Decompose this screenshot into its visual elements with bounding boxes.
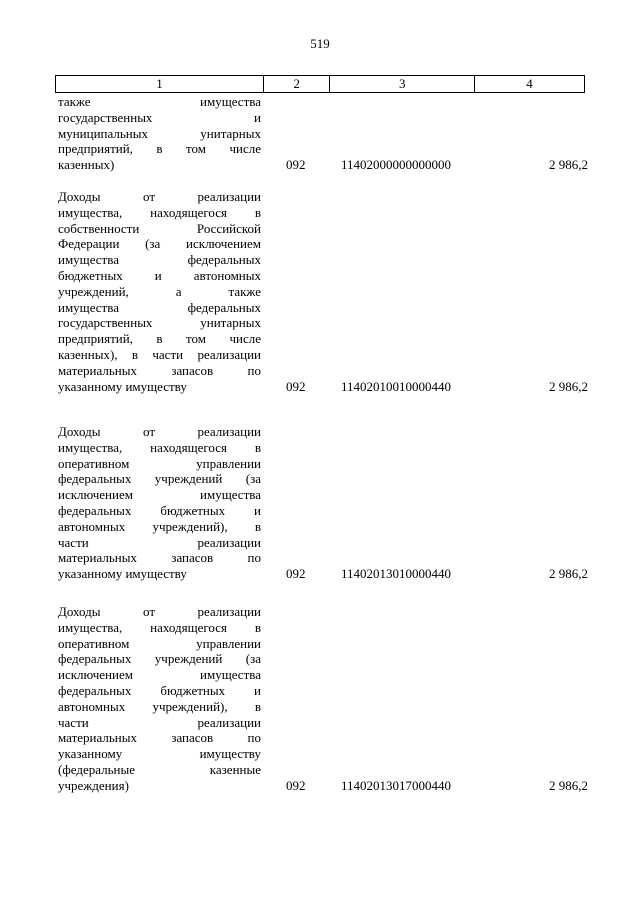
amount: 2 986,2 bbox=[549, 378, 588, 394]
description-line: указанному имуществу bbox=[58, 566, 187, 582]
row-description bbox=[58, 424, 261, 582]
description-line: оперативном управлении bbox=[58, 455, 261, 471]
description-line: указанному имуществу bbox=[58, 378, 187, 394]
budget-code: 11402013017000440 bbox=[341, 777, 452, 793]
admin-code: 092 bbox=[286, 777, 306, 793]
column-header-table bbox=[55, 75, 585, 93]
amount: 2 986,2 bbox=[549, 566, 588, 582]
description-line: учреждений, а также bbox=[58, 283, 261, 299]
budget-code: 11402010010000440 bbox=[341, 378, 452, 394]
description-line: Доходы от реализации bbox=[58, 189, 261, 204]
row-description bbox=[58, 604, 261, 794]
page-number: 519 bbox=[310, 36, 330, 51]
description-line: имущества федеральных bbox=[58, 252, 261, 268]
description-line: имущества федеральных bbox=[58, 299, 261, 315]
description-line: автономных учреждений), в bbox=[58, 518, 261, 534]
description-line: федеральных бюджетных и bbox=[58, 502, 261, 518]
budget-code: 11402013010000440 bbox=[341, 566, 452, 582]
description-line: материальных запасов по bbox=[58, 362, 261, 378]
admin-code: 092 bbox=[286, 566, 306, 582]
description-line: Доходы от реализации bbox=[58, 424, 261, 439]
description-line: автономных учреждений), в bbox=[58, 698, 261, 714]
column-header-1: 1 bbox=[56, 76, 264, 93]
row-description bbox=[58, 94, 261, 173]
description-line: указанному имуществу bbox=[58, 746, 261, 762]
description-line: (федеральные казенные bbox=[58, 761, 261, 777]
description-line: казенных), в части реализации bbox=[58, 346, 261, 362]
admin-code: 092 bbox=[286, 378, 306, 394]
description-line: государственных и bbox=[58, 109, 261, 125]
row-description bbox=[58, 189, 261, 394]
description-line: казенных) bbox=[58, 157, 115, 173]
description-line: федеральных бюджетных и bbox=[58, 682, 261, 698]
description-line: федеральных учреждений (за bbox=[58, 471, 261, 487]
description-line: имущества, находящегося в bbox=[58, 619, 261, 635]
budget-code: 11402000000000000 bbox=[341, 157, 452, 173]
description-line: исключением имущества bbox=[58, 667, 261, 683]
description-line: части реализации bbox=[58, 534, 261, 550]
amount: 2 986,2 bbox=[549, 157, 588, 173]
description-line: предприятий, в том числе bbox=[58, 141, 261, 157]
description-line: материальных запасов по bbox=[58, 730, 261, 746]
column-header-2: 2 bbox=[263, 76, 329, 93]
description-line: исключением имущества bbox=[58, 487, 261, 503]
description-line: Федерации (за исключением bbox=[58, 236, 261, 252]
description-line: федеральных учреждений (за bbox=[58, 651, 261, 667]
description-line: Доходы от реализации bbox=[58, 604, 261, 619]
description-line: материальных запасов по bbox=[58, 550, 261, 566]
description-line: части реализации bbox=[58, 714, 261, 730]
description-line: оперативном управлении bbox=[58, 635, 261, 651]
description-line: учреждения) bbox=[58, 777, 129, 793]
description-line: собственности Российской bbox=[58, 220, 261, 236]
description-line: муниципальных унитарных bbox=[58, 125, 261, 141]
amount: 2 986,2 bbox=[549, 777, 588, 793]
description-line: также имущества bbox=[58, 94, 261, 109]
column-header-4: 4 bbox=[475, 76, 585, 93]
description-line: имущества, находящегося в bbox=[58, 439, 261, 455]
admin-code: 092 bbox=[286, 157, 306, 173]
description-line: предприятий, в том числе bbox=[58, 331, 261, 347]
column-header-3: 3 bbox=[330, 76, 475, 93]
description-line: имущества, находящегося в bbox=[58, 204, 261, 220]
description-line: государственных унитарных bbox=[58, 315, 261, 331]
description-line: бюджетных и автономных bbox=[58, 267, 261, 283]
